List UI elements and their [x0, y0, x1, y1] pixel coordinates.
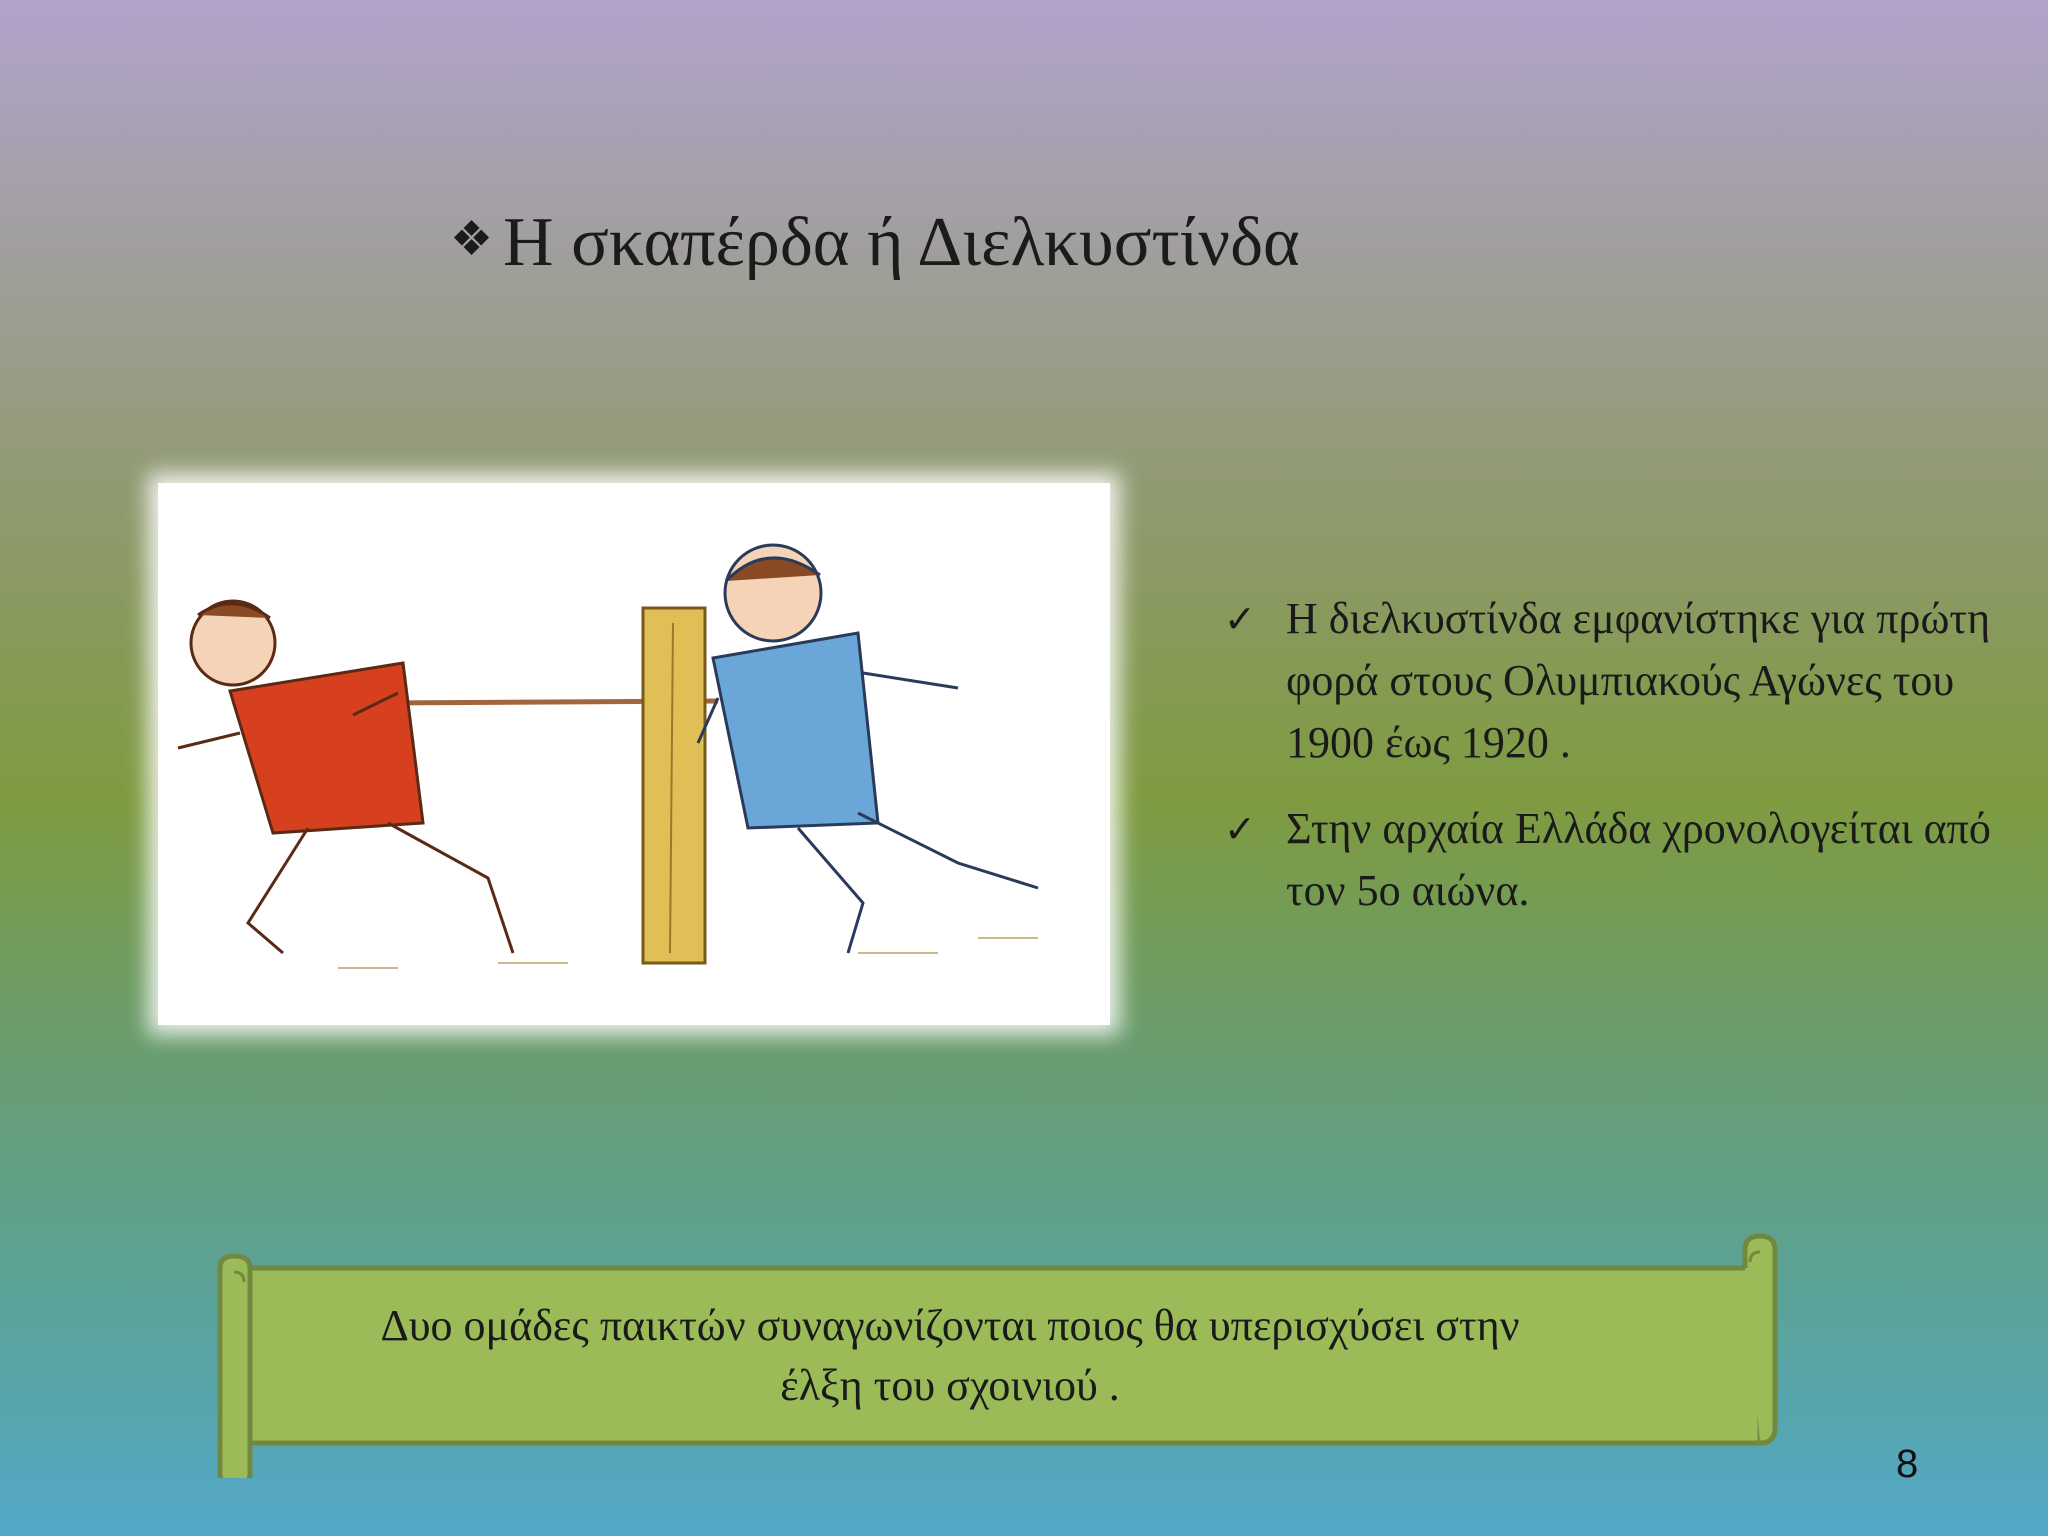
checkmark-icon: ✓ [1224, 597, 1256, 641]
checkmark-icon: ✓ [1224, 807, 1256, 851]
tug-of-war-illustration [158, 483, 1110, 1025]
scroll-line-1: Δυο ομάδες παικτών συναγωνίζονται ποιος θα υπερισχύσει στην [380, 1301, 1520, 1350]
list-item [1224, 588, 2014, 774]
list-item [1224, 798, 2014, 922]
page-number: 8 [1896, 1442, 1919, 1486]
diamond-bullet-icon: ❖ [450, 213, 494, 266]
scroll-text [300, 1296, 1600, 1416]
scroll-line-2: έλξη του σχοινιού . [780, 1361, 1120, 1410]
bullet-list [1224, 588, 2014, 946]
list-item-text: Η διελκυστίνδα εμφανίστηκε για πρώτη φορά στους Ολυμπιακούς Αγώνες του 1900 έως 1920 . [1286, 594, 1991, 767]
scroll-banner [210, 1228, 1790, 1478]
slide-title [450, 204, 1300, 281]
list-item-text: Στην αρχαία Ελλάδα χρονολογείται από τον 5ο αιώνα. [1286, 804, 1991, 915]
slide-title-text: Η σκαπέρδα ή Διελκυστίνδα [503, 204, 1300, 281]
